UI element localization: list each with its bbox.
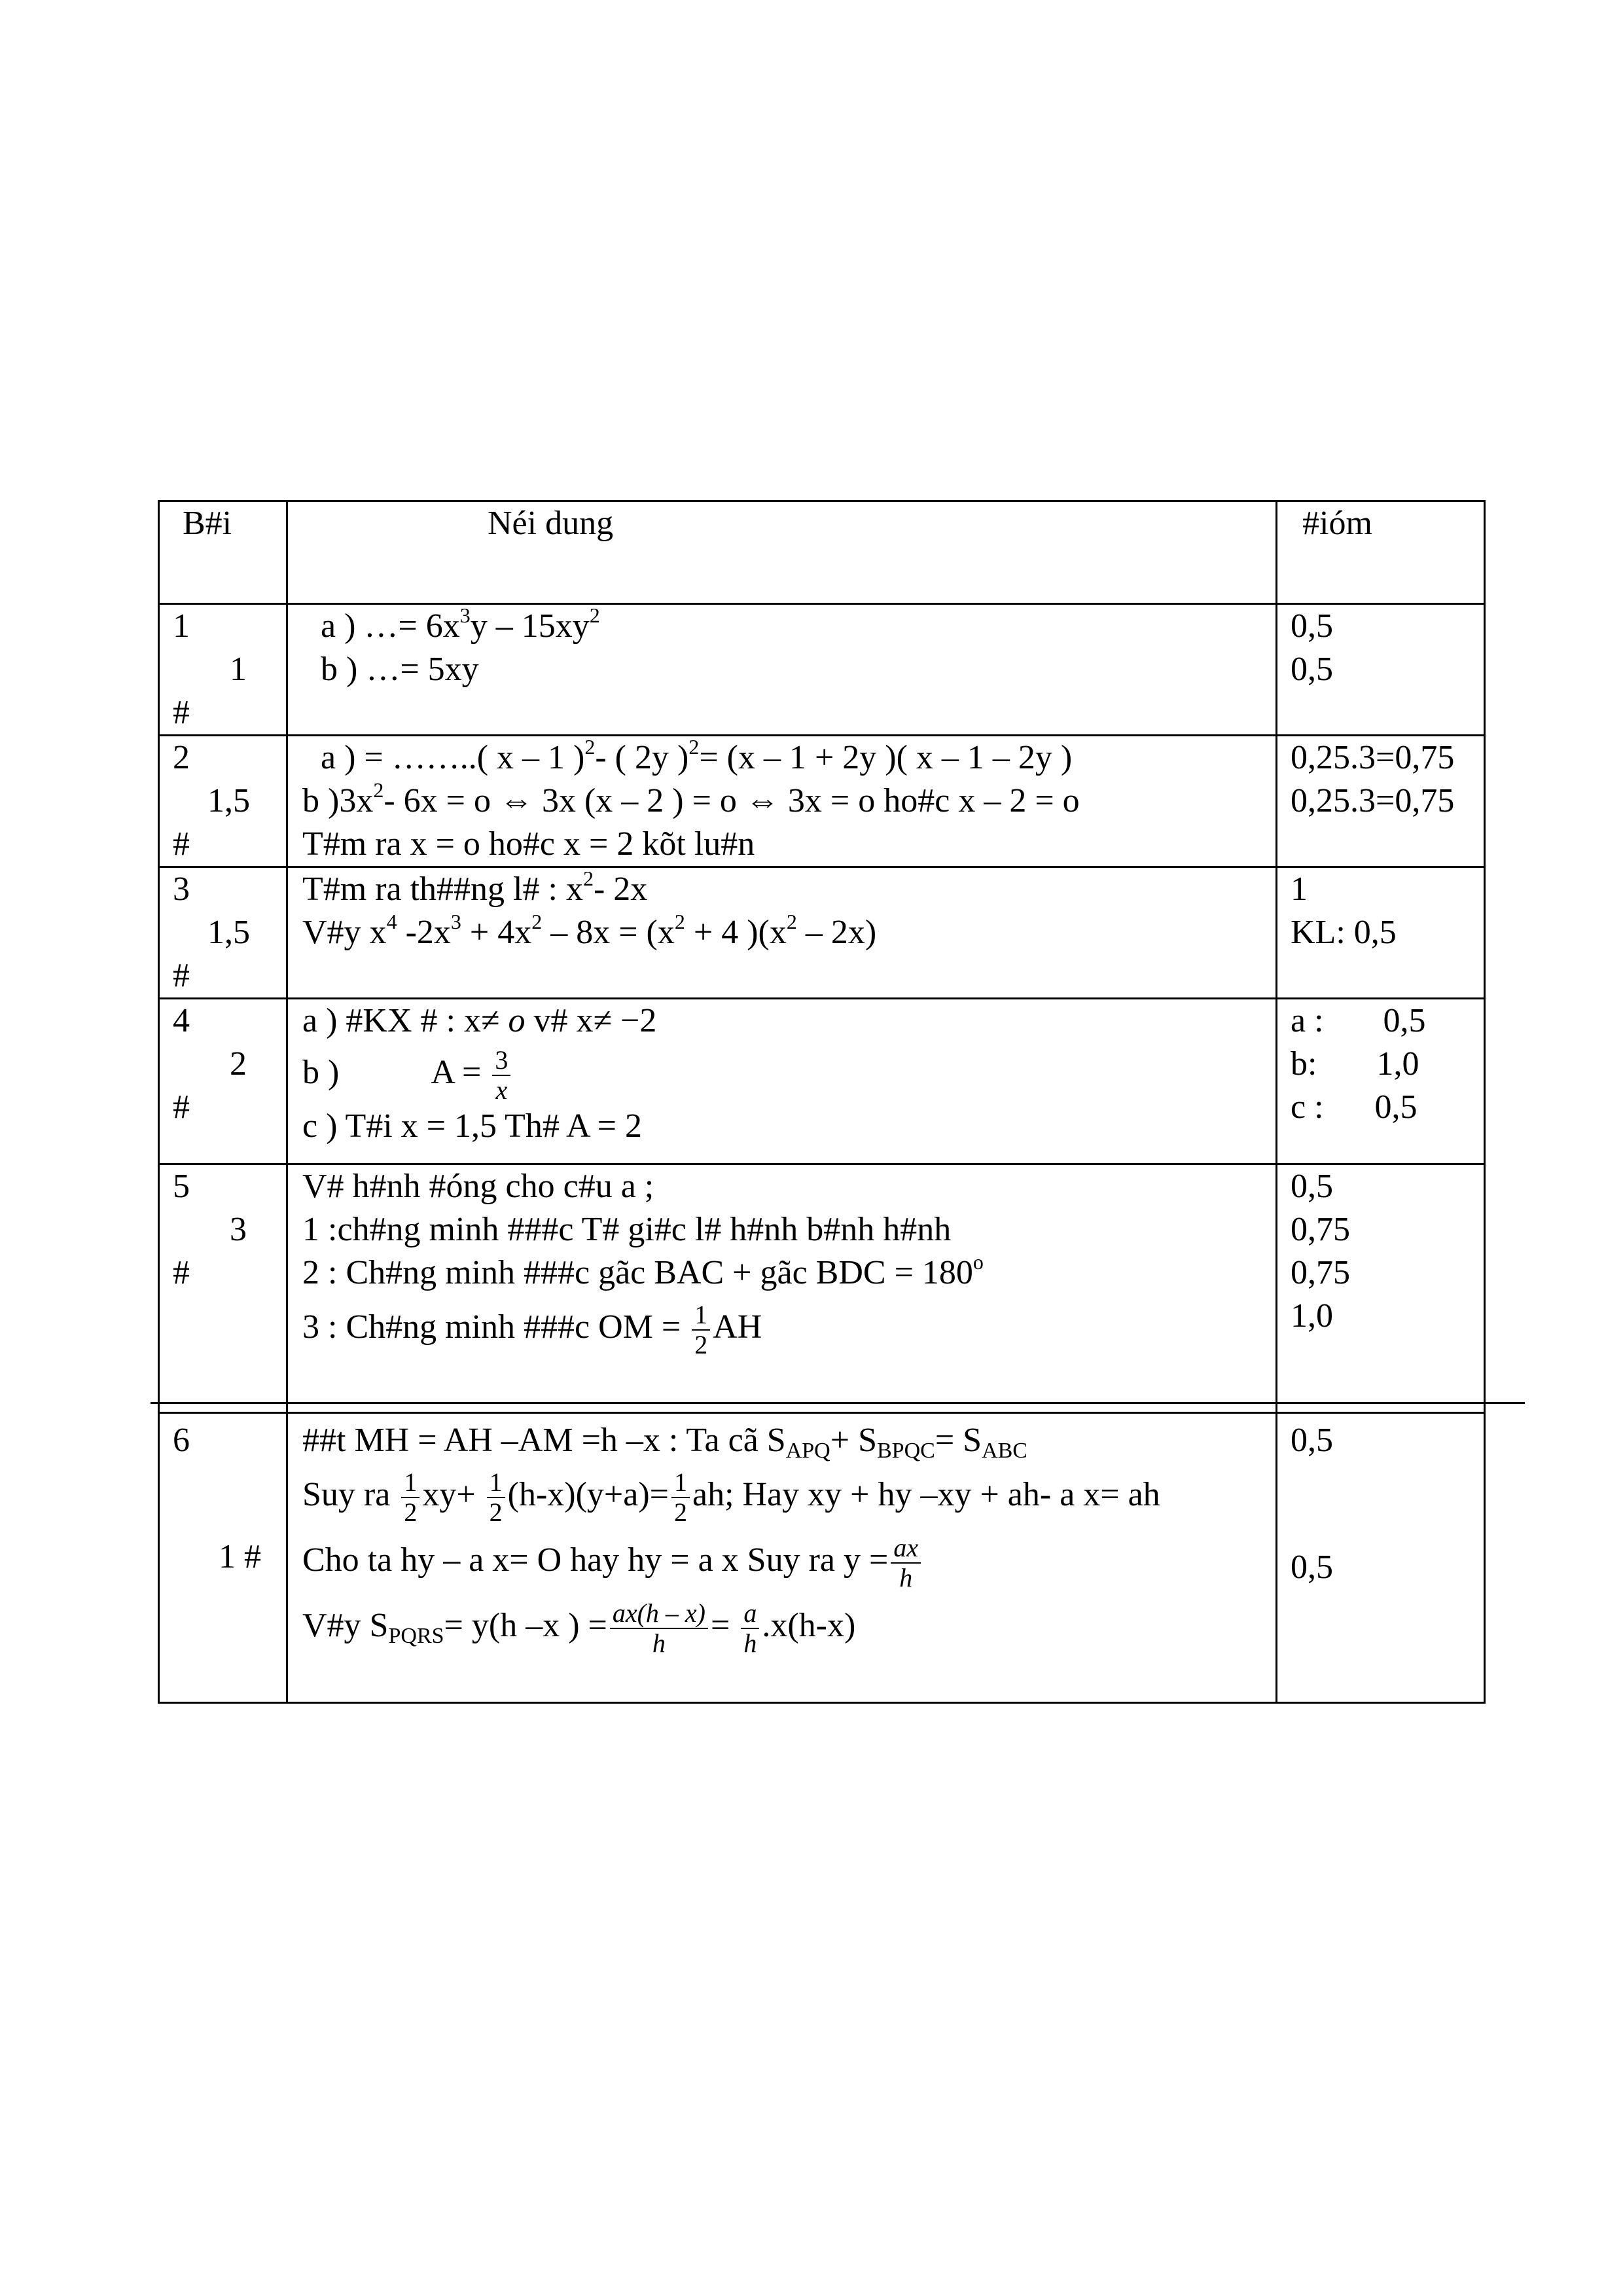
content-line: V#y $x^4$ $-2x^3 + 4x^2 - 8x = (x^2 + 4$ )$(x^2 - 2x)$ [302, 910, 877, 951]
fraction: $\frac{1}{2}$ [671, 1468, 690, 1527]
content-line: a ) …= $6x^3y - 15xy^2$ [321, 603, 600, 645]
points-value: 0,5 [1291, 651, 1333, 688]
table-row [159, 999, 1485, 1164]
table-row [159, 1164, 1485, 1413]
header-row [159, 501, 1485, 604]
fraction: $\frac{1}{2}$ [692, 1300, 710, 1359]
header-diem-label: #ióm [1302, 505, 1372, 542]
content-cell [287, 1164, 1277, 1413]
fraction: $\frac{1}{2}$ [401, 1468, 419, 1527]
points-value: 0,5 [1291, 1168, 1333, 1205]
bai-mark: # [173, 1254, 190, 1291]
bai-number: 4 [173, 1002, 190, 1039]
points-value: 0,25.3=0,75 [1291, 782, 1455, 819]
points-value: 0,75 [1291, 1254, 1350, 1291]
bai-number: 2 [173, 739, 190, 776]
bai-mark: # [173, 825, 190, 863]
bai-number: 6 [173, 1422, 190, 1459]
bai-cell [159, 867, 287, 999]
points-value: 0,25.3=0,75 [1291, 739, 1455, 776]
header-bai [159, 501, 287, 604]
content-cell [287, 1413, 1277, 1703]
bai-mark: # [173, 1088, 190, 1126]
table-row [159, 736, 1485, 867]
bai-score: 3 [230, 1211, 247, 1248]
header-bai-label: B#i [183, 505, 232, 542]
content-line: b ) …= 5xy [321, 651, 479, 688]
content-line: a ) #KX # : x≠ o v# x≠ −2 [302, 1002, 657, 1039]
bai-mark: # [173, 694, 190, 731]
bai-cell [159, 604, 287, 736]
bai-score: 1 # [219, 1538, 261, 1575]
bai-mark: # [173, 957, 190, 994]
bai-number: 1 [173, 607, 190, 645]
header-diem [1277, 501, 1485, 604]
content-cell [287, 867, 1277, 999]
content-cell [287, 736, 1277, 867]
table-row [159, 604, 1485, 736]
content-line: 3 : Ch#ng minh ###c OM = $\frac{1}{2}$ AH [302, 1300, 762, 1360]
content-line: 2 : Ch#ng minh ###c gãc BAC + gãc BDC = $180^o$ [302, 1250, 984, 1291]
points-cell [1277, 736, 1485, 867]
content-line: Cho ta hy – a x= O hay hy = a x Suy ra y = $\frac{ax}{h}$ [288, 1528, 1275, 1593]
bai-score: 1,5 [207, 914, 250, 951]
points-value: 0,5 [1291, 607, 1333, 645]
header-noidung-label: Néi dung [488, 505, 614, 542]
fraction: $\frac{3}{x}$ [492, 1046, 510, 1105]
content-line: c ) T#i x = 1,5 Th# A = 2 [302, 1107, 642, 1145]
answer-table [158, 500, 1486, 1704]
table-row [159, 867, 1485, 999]
points-value: 0,5 [1291, 1549, 1333, 1586]
bai-number: 5 [173, 1168, 190, 1205]
points-value: KL: 0,5 [1291, 914, 1397, 951]
fraction: $\frac{ax}{h}$ [891, 1534, 921, 1592]
content-line: T#m ra th##ng l# : $x^2-$ 2x [302, 867, 648, 908]
content-cell [287, 999, 1277, 1164]
bai-cell [159, 999, 287, 1164]
fraction: $\frac{ax(h - x)}{h}$ [610, 1599, 708, 1658]
content-line: Suy ra $\frac{1}{2}$ xy+ $\frac{1}{2}$ (h-x)(y+a)= $\frac{1}{2}$ ah; Hay xy + hy –xy + ah- a x= ah [302, 1467, 1160, 1528]
points-value: 0,75 [1291, 1211, 1350, 1248]
points-value: 1,0 [1291, 1297, 1333, 1335]
content-line: 1 :ch#ng minh ###c T# gi#c l# h#nh b#nh h#nh [302, 1211, 952, 1248]
table-row [159, 1413, 1485, 1703]
content-cell [287, 604, 1277, 736]
points-value: b: 1,0 [1291, 1045, 1419, 1083]
content-line: a ) = ……..( x – 1 )$^2$- ( 2y )$^2$= (x – 1 + 2y )( x – 1 – 2y ) [321, 735, 1073, 776]
points-cell [1277, 604, 1485, 736]
content-line: T#m ra x = o ho#c x = 2 kõt lu#n [302, 825, 755, 863]
bai-cell [159, 736, 287, 867]
content-line: V#y $S_{PQRS}= y(h$ –x ) = $\frac{ax(h - x)}{h}$ = $\frac{a}{h}$ .x(h-x) [302, 1598, 856, 1659]
points-value: 1 [1291, 870, 1308, 908]
content-line: b ) A = $\frac{3}{x}$ [288, 1043, 1275, 1105]
bai-score: 1 [230, 651, 247, 688]
horizontal-rule [151, 1402, 1525, 1404]
header-noidung [287, 501, 1277, 604]
fraction: $\frac{1}{2}$ [487, 1468, 505, 1527]
points-value: c : 0,5 [1291, 1088, 1418, 1126]
points-cell [1277, 999, 1485, 1164]
content-line: ##t MH = AH –AM =h –x : Ta cã $S_{APQ}+ S_{BPQC}= S_{ABC}$ [302, 1422, 1027, 1463]
fraction: $\frac{a}{h}$ [741, 1599, 759, 1658]
points-cell [1277, 1164, 1485, 1413]
points-value: 0,5 [1291, 1422, 1333, 1459]
points-cell [1277, 867, 1485, 999]
bai-cell [159, 1413, 287, 1703]
content-line: V# h#nh #óng cho c#u a ; [302, 1168, 654, 1205]
bai-score: 1,5 [207, 782, 250, 819]
content-line: b )$3x^2-$ 6x = o ⇔ 3x (x – 2 ) = o ⇔ 3x = o ho#c x – 2 = o [302, 778, 1080, 819]
points-value: a : 0,5 [1291, 1002, 1426, 1039]
bai-number: 3 [173, 870, 190, 908]
bai-cell [159, 1164, 287, 1413]
points-cell [1277, 1413, 1485, 1703]
bai-score: 2 [230, 1045, 247, 1083]
